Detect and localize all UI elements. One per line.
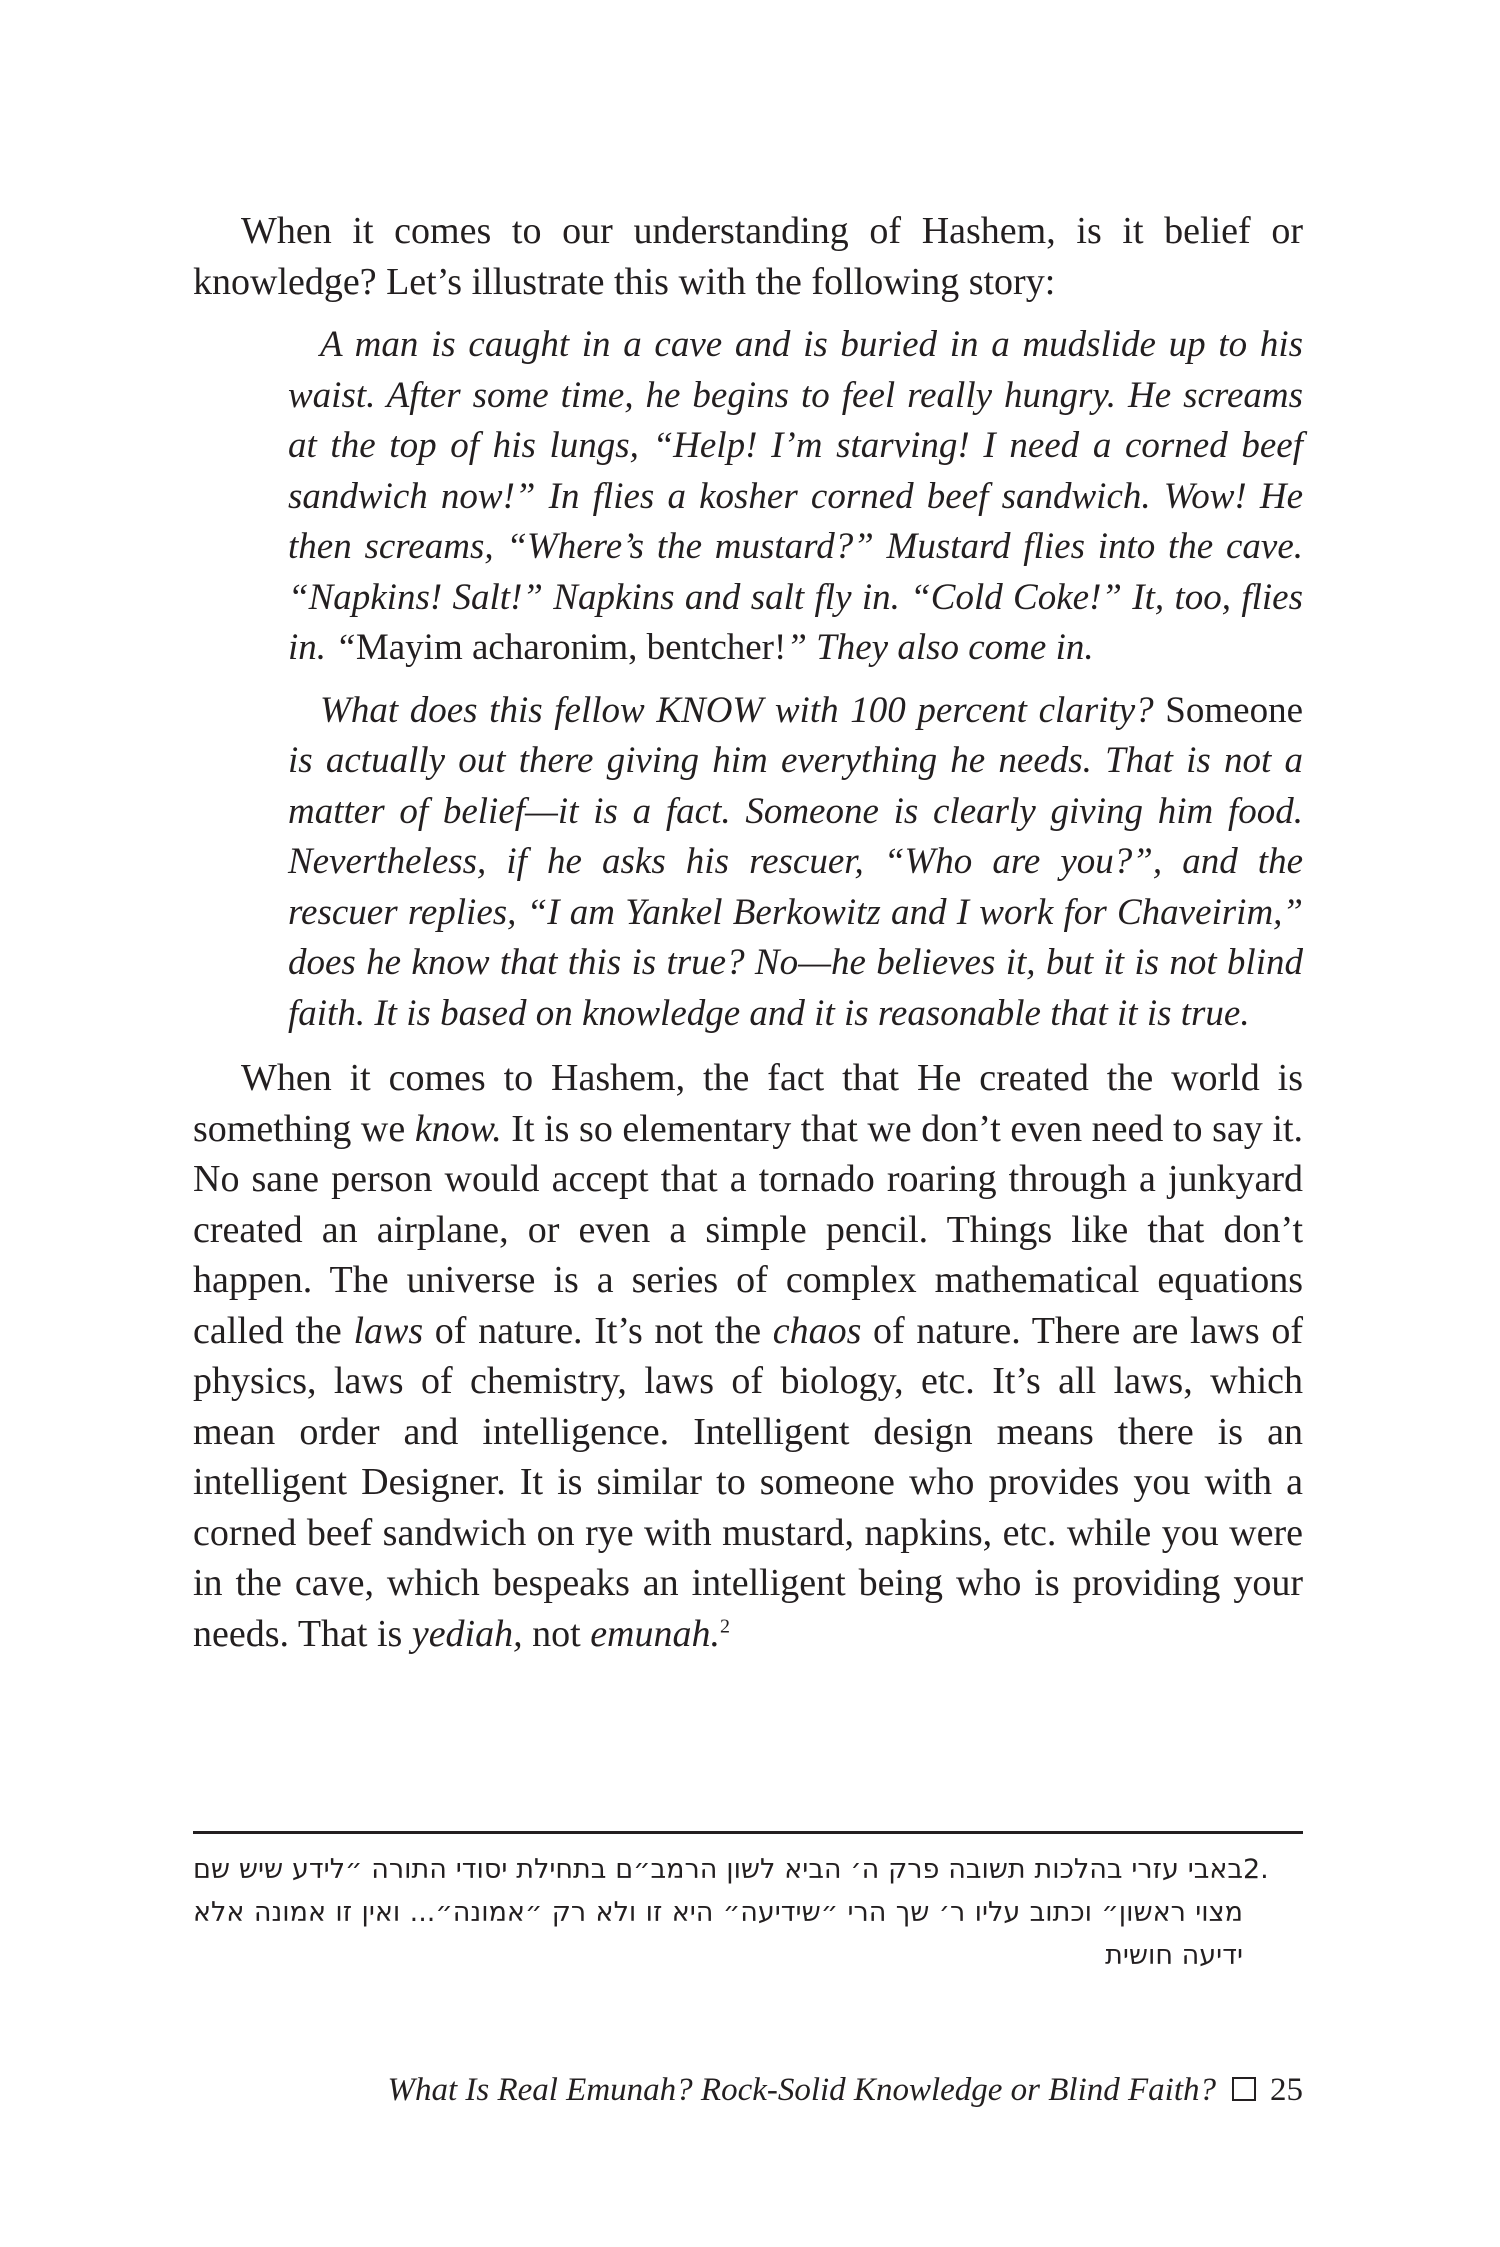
story-paragraph-1 (288, 320, 1303, 674)
main-text-d: of nature. There are laws of physics, laws of chemistry, laws of biology, etc. It’s all laws, which mean order and intelligence. Intelligent design means there is an intelligent Designer. It is similar to someone who provides you with a corned beef sandwich on rye with mustard, napkins, etc. while you were in the cave, which bespeaks an intelligent being who is providing your needs. That is (193, 1309, 1303, 1655)
main-text-b: It is so elementary that we don’t even need to say it. No sane person would accept that a tornado roaring through a junkyard created an airplane, or even a simple pencil. Things like that don’t happen. The universe is a series of complex mathematical equations called the (193, 1107, 1303, 1352)
footnote-text: באבי עזרי בהלכות תשובה פרק ה׳ הביא לשון הרמב״ם בתחילת יסודי התורה ״לידע שיש שם מצוי ראשון״ וכתוב עליו ר׳ שך הרי ״שידיעה״ היא זו ולא רק ״אמונה״... ואין זו אמונה אלא ידיעה חושית (193, 1854, 1243, 1971)
main-italic-laws: laws (353, 1309, 424, 1352)
intro-paragraph (193, 206, 1303, 307)
running-footer-title: What Is Real Emunah? Rock-Solid Knowledge or Blind Faith? (387, 2072, 1216, 2108)
main-text-c: of nature. It’s not the (423, 1309, 773, 1352)
main-italic-chaos: chaos (772, 1309, 862, 1352)
main-italic-emunah: emunah. (590, 1612, 720, 1655)
footnote-number: 2. (1243, 1854, 1269, 1885)
story-p2-text-b: is actually out there giving him everything he needs. That is not a matter of belief—it is a fact. Someone is clearly giving him food. Nevertheless, if he asks his rescuer, “Who are you?”, and the rescuer replies, “I am Yankel Berkowitz and I work for Chaveirim,” does he know that this is true? No—he believes it, but it is not blind faith. It is based on knowledge and it is reasonable that it is true. (288, 740, 1303, 1034)
story-p1-text: A man is caught in a cave and is buried in a mudslide up to his waist. After some time, he begins to feel really hungry. He screams at the top of his lungs, “Help! I’m starving! I need a corned beef sandwich now!” In flies a kosher corned beef sandwich. Wow! He then screams, “Where’s the mustard?” Mustard flies into the cave. “Napkins! Salt!” Napkins and salt fly in. “Cold Coke!” It, too, flies in. “ (288, 324, 1303, 668)
main-text-a: When it comes to Hashem, the fact that He created the world is something we (193, 1057, 1303, 1150)
story-p2-text-a: What does this fellow KNOW with 100 percent clarity? (320, 689, 1166, 731)
footnote (193, 1848, 1303, 1977)
main-italic-know: know. (414, 1107, 502, 1150)
story-block-quote (288, 320, 1303, 1039)
page-body (193, 206, 1303, 1659)
story-p1-end-text: ” They also come in. (786, 627, 1094, 668)
footnote-separator-rule (193, 1831, 1303, 1834)
page-number: 25 (1270, 2072, 1303, 2108)
main-paragraph (193, 1053, 1303, 1659)
footnote-reference: 2 (720, 1614, 730, 1637)
main-italic-yediah: yediah, (411, 1612, 523, 1655)
square-separator-icon (1232, 2077, 1256, 2101)
main-text-e: not (522, 1612, 591, 1655)
story-p1-roman-text: Mayim acharonim, bentcher! (355, 627, 787, 668)
running-footer (193, 2070, 1303, 2110)
story-p2-roman-text: Someone (1165, 689, 1303, 731)
intro-text: When it comes to our understanding of Hashem, is it belief or knowledge? Let’s illustrate this with the following story: (193, 210, 1303, 303)
story-paragraph-2 (288, 686, 1303, 1040)
